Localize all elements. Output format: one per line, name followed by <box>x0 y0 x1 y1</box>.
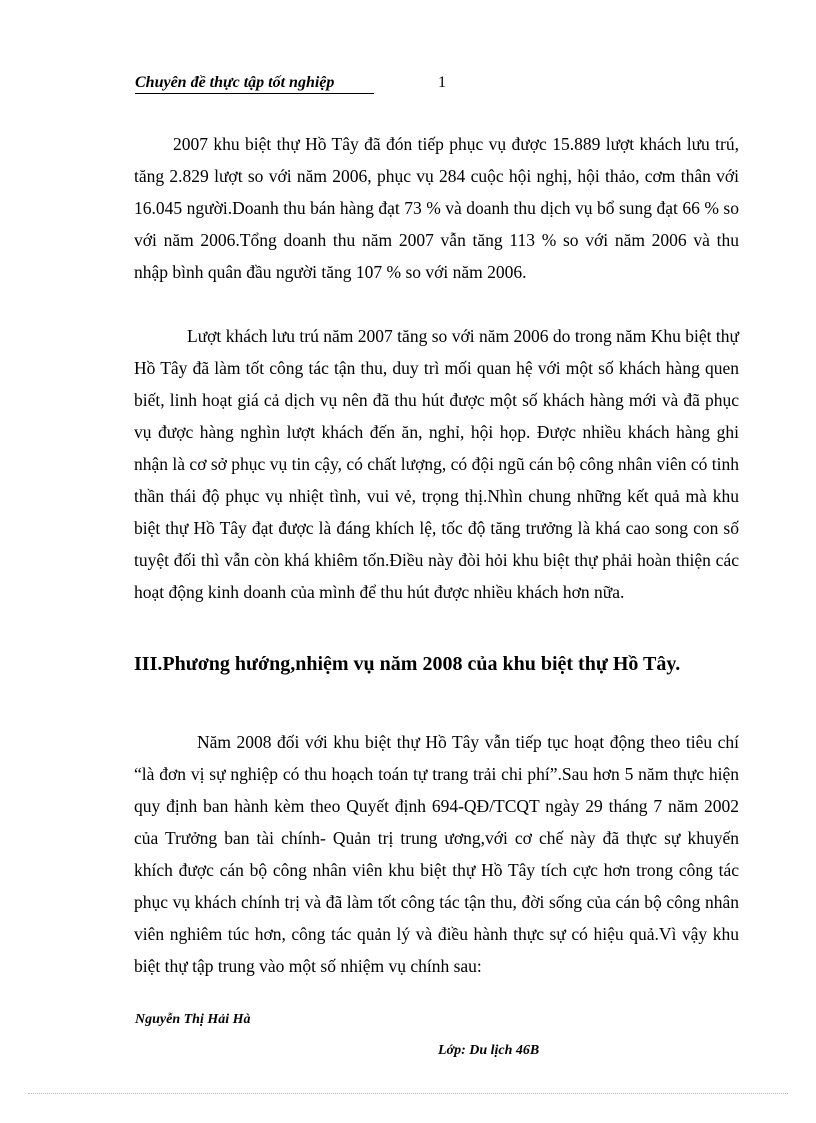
paragraph-1: 2007 khu biệt thự Hồ Tây đã đón tiếp phục vụ được 15.889 lượt khách lưu trú, tăng 2.829 lượt so với năm 2006, phục vụ 284 cuộc hội nghị, hội thảo, cơm thân với 16.045 người.Doanh thu bán hàng đạt 73 % và doanh thu dịch vụ bổ sung đạt 66 % so với năm 2006.Tổng doanh thu năm 2007 vẫn tăng 113 % so với năm 2006 và thu nhập bình quân đầu người tăng 107 % so với năm 2006. <box>134 134 739 282</box>
paragraph-2: Lượt khách lưu trú năm 2007 tăng so với năm 2006 do trong năm Khu biệt thự Hồ Tây đã làm tốt công tác tận thu, duy trì mối quan hệ với một số khách hàng quen biết, linh hoạt giá cả dịch vụ nên đã thu hút được một số khách hàng mới và đã phục vụ được hàng nghìn lượt khách đến ăn, nghỉ, hội họp. Được nhiều khách hàng ghi nhận là cơ sở phục vụ tin cậy, có chất lượng, có đội ngũ cán bộ công nhân viên có tinh thần thái độ phục vụ nhiệt tình, vui vẻ, trọng thị.Nhìn chung những kết quả mà khu biệt thự Hồ Tây đạt được là đáng khích lệ, tốc độ tăng trưởng là khá cao song con số tuyệt đối thì vẫn còn khá khiêm tốn.Điều này đòi hỏi khu biệt thự phải hoàn thiện các hoạt động kinh doanh của mình để thu hút được nhiều khách hơn nữa. <box>134 326 739 602</box>
header-underline <box>135 93 374 94</box>
section-heading: III.Phương hướng,nhiệm vụ năm 2008 của khu biệt thự Hồ Tây. <box>134 653 681 675</box>
page-break-divider <box>28 1093 788 1094</box>
header-title: Chuyên đề thực tập tốt nghiệp <box>135 74 335 91</box>
footer-author: Nguyễn Thị Hải Hà <box>135 1012 251 1027</box>
page-number: 1 <box>438 74 446 91</box>
footer-class: Lớp: Du lịch 46B <box>438 1043 540 1058</box>
paragraph-3: Năm 2008 đối với khu biệt thự Hồ Tây vẫn tiếp tục hoạt động theo tiêu chí “là đơn vị sự nghiệp có thu hoạch toán tự trang trải chi phí”.Sau hơn 5 năm thực hiện quy định ban hành kèm theo Quyết định 694-QĐ/TCQT ngày 29 tháng 7 năm 2002 của Trưởng ban tài chính- Quản trị trung ương,với cơ chế này đã thực sự khuyến khích được cán bộ công nhân viên khu biệt thự Hồ Tây tích cực hơn trong công tác phục vụ khách chính trị và đã làm tốt công tác tận thu, đời sống của cán bộ công nhân viên nghiêm túc hơn, công tác quản lý và điều hành thực sự có hiệu quả.Vì vậy khu biệt thự tập trung vào một số nhiệm vụ chính sau: <box>134 732 739 976</box>
